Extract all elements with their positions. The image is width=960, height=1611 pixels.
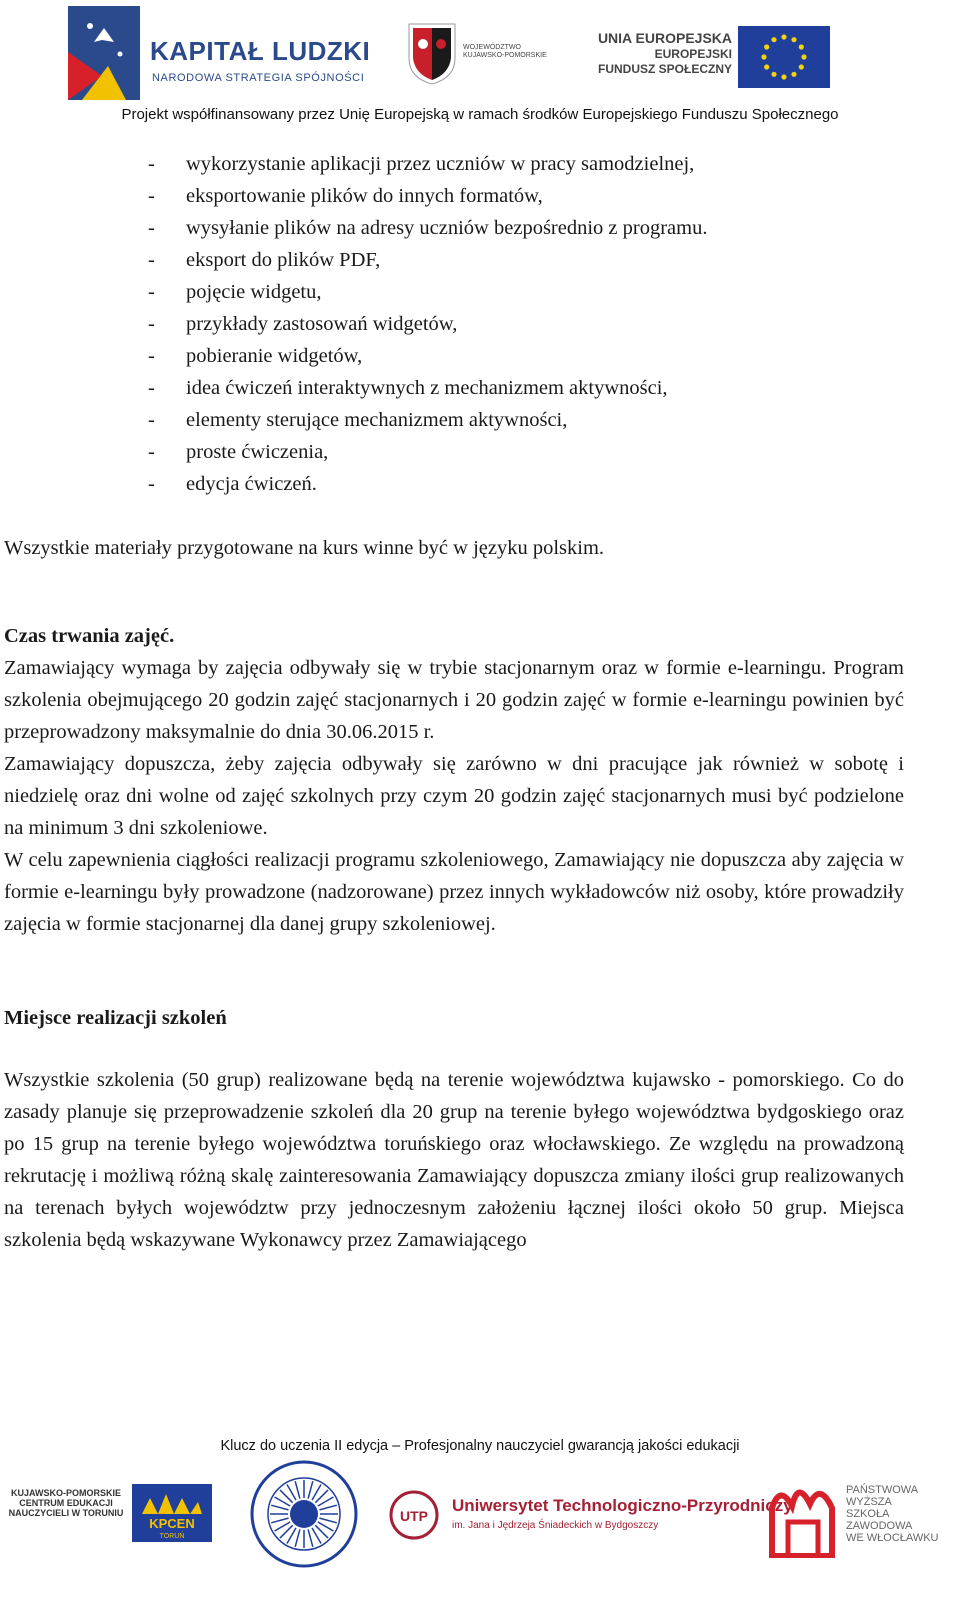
pwsz-line: SZKOŁA [846, 1508, 890, 1520]
list-item [4, 148, 904, 180]
wojewodztwo-line1: WOJEWÓDZTWO [463, 44, 521, 51]
list-dash: - [148, 345, 155, 367]
wojewodztwo-line2: KUJAWSKO-POMORSKIE [463, 52, 547, 59]
pwsz-line: WE WŁOCŁAWKU [846, 1532, 939, 1544]
pwsz-text [846, 1484, 939, 1544]
ue-line2: EUROPEJSKI [654, 47, 732, 61]
griffin-crest-icon [405, 22, 459, 86]
eu-star-icon [761, 54, 766, 59]
pwsz-emblem-icon [766, 1478, 840, 1558]
wojewodztwo-text [463, 44, 547, 60]
pwsz-logo [766, 1478, 956, 1558]
ue-line1: UNIA EUROPEJSKA [597, 30, 732, 46]
list-item-text: elementy sterujące mechanizmem aktywności, [186, 409, 568, 431]
list-item-text: eksportowanie plików do innych formatów, [186, 185, 543, 207]
list-item [4, 468, 904, 500]
list-dash: - [148, 249, 155, 271]
list-dash: - [148, 441, 155, 463]
list-item-text: pojęcie widgetu, [186, 281, 322, 303]
list-dash: - [148, 409, 155, 431]
document-body [4, 148, 904, 1256]
list-item-text: eksport do plików PDF, [186, 249, 381, 271]
utp-emblem-label: UTP [400, 1508, 428, 1524]
eu-flag-icon [738, 26, 830, 88]
project-cofinancing-line: Projekt współfinansowany przez Unię Europejską w ramach środków Europejskiego Funduszu Społecznego [121, 106, 839, 123]
list-item-text: pobieranie widgetów, [186, 345, 363, 367]
list-dash: - [148, 185, 155, 207]
list-item-text: proste ćwiczenia, [186, 441, 329, 463]
ue-line3: FUNDUSZ SPOŁECZNY [597, 62, 732, 76]
list-dash: - [148, 377, 155, 399]
list-item-text: wykorzystanie aplikacji przez uczniów w pracy samodzielnej, [186, 153, 695, 175]
list-item-text: idea ćwiczeń interaktywnych z mechanizmem aktywności, [186, 377, 668, 399]
list-item [4, 244, 904, 276]
duration-paragraph-3: W celu zapewnienia ciągłości realizacji programu szkoleniowego, Zamawiający nie dopuszcza aby zajęcia w formie e-learningu były prowadzone (nadzorowane) przez innych wykładowców niż osoby, które prowadziły zajęcia w formie stacjonarnej dla danej grupy szkoleniowej. [4, 849, 904, 935]
list-item [4, 212, 904, 244]
unia-europejska-logo [597, 26, 840, 88]
list-item [4, 308, 904, 340]
wojewodztwo-logo [405, 22, 575, 88]
list-item-text: wysyłanie plików na adresy uczniów bezpośrednio z programu. [186, 217, 708, 239]
list-item-text: edycja ćwiczeń. [186, 473, 317, 495]
footer-project-line: Klucz do uczenia II edycja – Profesjonalny nauczyciel gwarancją jakości edukacji [220, 1438, 740, 1454]
utp-emblem-icon [388, 1490, 440, 1540]
kapital-ludzki-mark-icon [68, 6, 140, 100]
duration-paragraph-2: Zamawiający dopuszcza, żeby zajęcia odbywały się zarówno w dni pracujące jak również w sobotę i niedzielę oraz dni wolne od zajęć szkolnych przy czym 20 godzin zajęć stacjonarnych musi być podzielone na minimum 3 dni szkoleniowe. [4, 753, 904, 839]
utp-logo [388, 1490, 793, 1540]
eu-star-icon [799, 64, 804, 69]
list-dash: - [148, 217, 155, 239]
list-item [4, 372, 904, 404]
eu-star-icon [771, 72, 776, 77]
location-heading: Miejsce realizacji szkoleń [4, 1007, 227, 1029]
topic-list [4, 148, 904, 500]
kpcen-mark-label: KPCEN [149, 1516, 195, 1531]
kpcen-mark-sublabel: TORUŃ [159, 1533, 185, 1540]
list-item [4, 180, 904, 212]
kpcen-logo-text: KUJAWSKO-POMORSKIE CENTRUM EDUKACJI NAUCZYCIELI W TORUNIU [8, 1488, 124, 1518]
page-header [0, 0, 960, 135]
list-item [4, 436, 904, 468]
unia-europejska-text [598, 30, 732, 77]
eu-star-icon [781, 74, 786, 79]
list-dash: - [148, 473, 155, 495]
location-paragraph: Wszystkie szkolenia (50 grup) realizowane będą na terenie województwa kujawsko - pomorskiego. Co do zasady planuje się przeprowadzenie szkoleń dla 20 grup na terenie byłego województwa bydgoskiego oraz po 15 grup na terenie byłego województwa toruńskiego oraz włocławskiego. Ze względu na prowadzoną rekrutację i możliwą różną skalę zainteresowania Zamawiający dopuszcza zmiany ilości grup realizowanych na terenach byłych województw przy jednoczesnym założeniu łącznej ilości około 50 grup. Miejsca szkolenia będą wskazywane Wykonawcy przez Zamawiającego [4, 1069, 904, 1251]
list-item [4, 404, 904, 436]
utp-name: Uniwersytet Technologiczno-Przyrodniczy [452, 1496, 793, 1515]
kapital-ludzki-subtitle: NARODOWA STRATEGIA SPÓJNOŚCI [152, 72, 365, 84]
pwsz-line: ZAWODOWA [846, 1520, 913, 1532]
kpcen-mark-icon [132, 1484, 212, 1542]
duration-heading: Czas trwania zajęć. [4, 625, 175, 647]
eu-star-icon [801, 54, 806, 59]
kapital-ludzki-logo [68, 6, 371, 100]
eu-star-icon [764, 44, 769, 49]
eu-star-icon [764, 64, 769, 69]
list-item-text: przykłady zastosowań widgetów, [186, 313, 458, 335]
utp-subtitle: im. Jana i Jędrzeja Śniadeckich w Bydgoszczy [452, 1520, 659, 1531]
list-item [4, 340, 904, 372]
list-item [4, 276, 904, 308]
eu-star-icon [781, 34, 786, 39]
list-dash: - [148, 281, 155, 303]
pwsz-line: WYŻSZA [846, 1496, 892, 1508]
eu-star-icon [799, 44, 804, 49]
eu-star-icon [791, 72, 796, 77]
kapital-ludzki-title: KAPITAŁ LUDZKI [150, 36, 371, 66]
eu-star-icon [791, 37, 796, 42]
eu-star-icon [771, 37, 776, 42]
list-dash: - [148, 153, 155, 175]
umk-seal-icon [248, 1458, 360, 1570]
materials-note: Wszystkie materiały przygotowane na kurs winne być w języku polskim. [4, 537, 605, 559]
pwsz-line: PAŃSTWOWA [846, 1484, 919, 1496]
duration-paragraph-1: Zamawiający wymaga by zajęcia odbywały się w trybie stacjonarnym oraz w formie e-learningu. Program szkolenia obejmującego 20 godzin zajęć stacjonarnych i 20 godzin zajęć w formie e-learningu powinien być przeprowadzony maksymalnie do dnia 30.06.2015 r. [4, 657, 904, 743]
list-dash: - [148, 313, 155, 335]
